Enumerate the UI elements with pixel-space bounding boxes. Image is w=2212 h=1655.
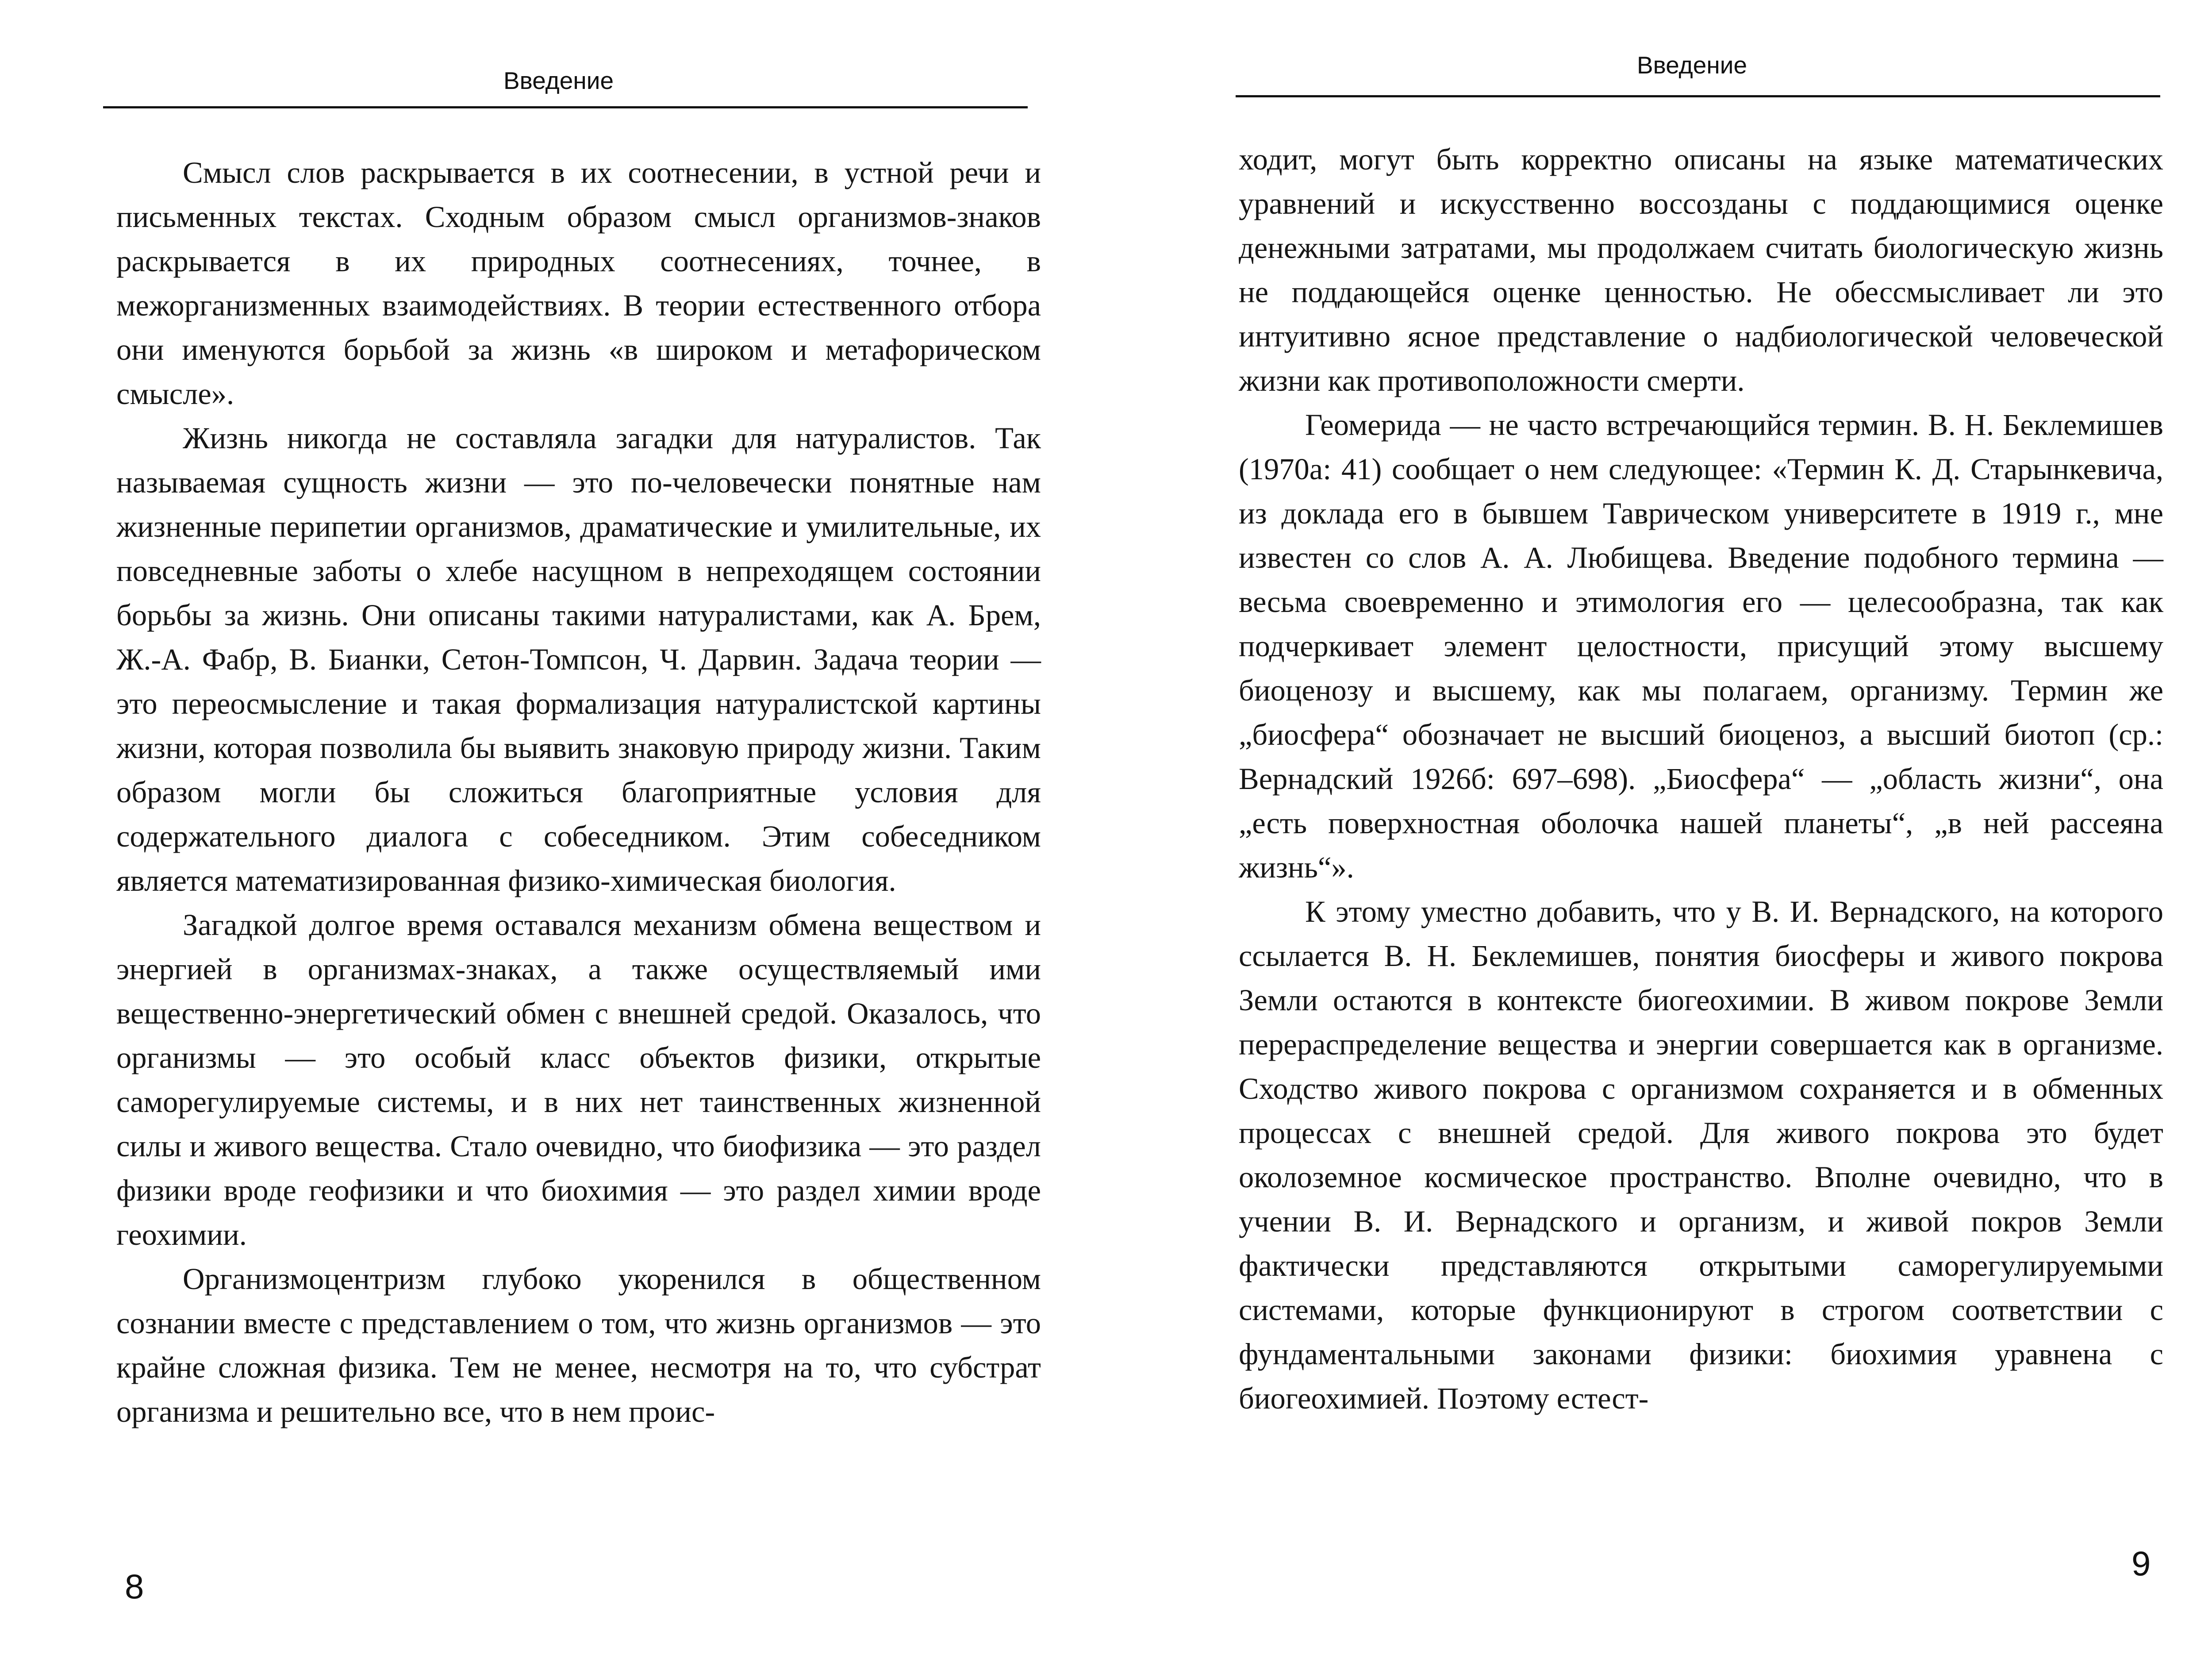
running-head: Введение [503, 67, 614, 94]
paragraph: Смысл слов раскрывается в их соотнесении, в устной речи и письменных текстах. Сходным образом смысл организмов-знаков раскрывается в их природных соотнесениях, точнее, в межорганизменных взаимодействиях. В теории естественного отбора они именуются борьбой за жизнь «в широком и метафорическом смысле». [116, 156, 1041, 411]
body-text [1239, 137, 2163, 1420]
paragraph: Загадкой долгое время оставался механизм обмена веществом и энергией в организмах-знаках, а также осуществляемый ими вещественно-энергетический обмен с внешней средой. Оказалось, что организмы — это особый класс объектов физики, открытые саморегулируемые системы, и в них нет таинственных жизненной силы и живого вещества. Стало очевидно, что биофизика — это раздел физики вроде геофизики и что биохимия — это раздел химии вроде геохимии. [116, 908, 1041, 1251]
body-text [116, 150, 1041, 1434]
paragraph: К этому уместно добавить, что у В. И. Вернадского, на которого ссылается В. Н. Беклемишев, понятия биосферы и живого покрова Земли остаются в контексте биогеохимии. В живом покрове Земли перераспределение вещества и энергии совершается как в организме. Сходство живого покрова с организмом сохраняется и в обменных процессах с внешней средой. Для живого покрова это будет околоземное космическое пространство. Вполне очевидно, что в учении В. И. Вернадского и организм, и живой покров Земли фактически представляются открытыми саморегулируемыми системами, которые функционируют в строгом соответствии с фундаментальными законами физики: биохимия уравнена с биогеохимией. Поэтому естест- [1239, 895, 2163, 1415]
page-number: 8 [125, 1567, 144, 1606]
paragraph: ходит, могут быть корректно описаны на языке математических уравнений и искусственно воссозданы с поддающимися оценке денежными затратами, мы продолжаем считать биологическую жизнь не поддающейся оценке ценностью. Не обессмысливает ли это интуитивно ясное представление о надбиологической человеческой жизни как противоположности смерти. [1239, 142, 2163, 397]
header-rule [103, 106, 1028, 108]
paragraph: Жизнь никогда не составляла загадки для натуралистов. Так называемая сущность жизни — это по-человечески понятные нам жизненные перипетии организмов, драматические и умилительные, их повседневные заботы о хлебе насущном в непреходящем состоянии борьбы за жизнь. Они описаны такими натуралистами, как А. Брем, Ж.-А. Фабр, В. Бианки, Сетон-Томпсон, Ч. Дарвин. Задача теории — это переосмысление и такая формализация натуралистской картины жизни, которая позволила бы выявить знаковую природу жизни. Таким образом могли бы сложиться благоприятные условия для содержательного диалога с собеседником. Этим собеседником является математизированная физико-химическая биология. [116, 421, 1041, 897]
running-head: Введение [1637, 51, 1747, 79]
header-rule [1236, 95, 2160, 97]
paragraph: Организмоцентризм глубоко укоренился в общественном сознании вместе с представлением о том, что жизнь организмов — это крайне сложная физика. Тем не менее, несмотря на то, что субстрат организма и решительно все, что в нем проис- [116, 1262, 1041, 1428]
right-page [1110, 0, 2212, 1655]
page-number: 9 [2131, 1544, 2151, 1583]
paragraph: Геомерида — не часто встречающийся термин. В. Н. Беклемишев (1970а: 41) сообщает о нем следующее: «Термин К. Д. Старынкевича, из доклада его в бывшем Таврическом университете в 1919 г., мне известен со слов А. А. Любищева. Введение подобного термина — весьма своевременно и этимология его — целесообразна, так как подчеркивает элемент целостности, присущий этому высшему биоценозу и высшему, как мы полагаем, организму. Термин же „биосфера“ обозначает не высший биоценоз, а высший биотоп (ср.: Вернадский 1926б: 697–698). „Биосфера“ — „область жизни“, она „есть поверхностная оболочка нашей планеты“, „в ней рассеяна жизнь“». [1239, 408, 2163, 884]
